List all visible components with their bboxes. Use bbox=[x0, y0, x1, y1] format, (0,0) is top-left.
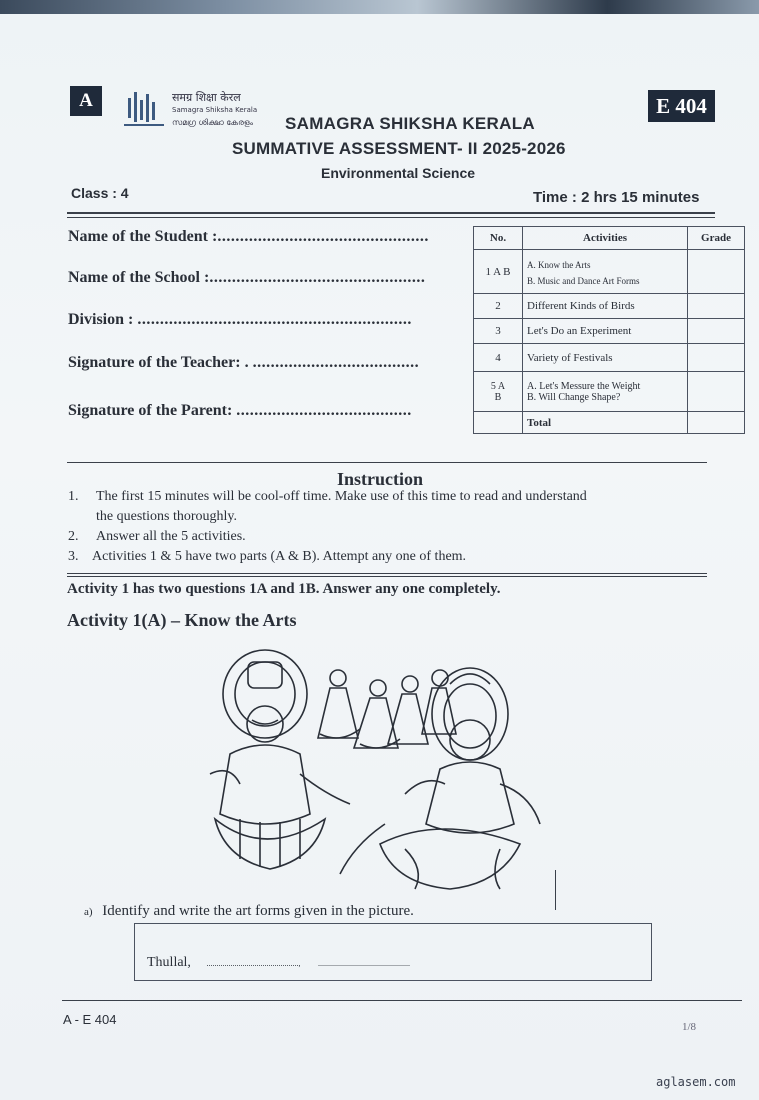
instruction-item bbox=[68, 489, 587, 505]
grade-cell[interactable] bbox=[688, 344, 745, 372]
field-label: Signature of the Parent: bbox=[68, 402, 233, 419]
activity-item: Let's Do an Experiment bbox=[523, 319, 688, 344]
activity-item: Different Kinds of Birds bbox=[523, 294, 688, 319]
instruction-text: The first 15 minutes will be cool-off time. Make use of this time to read and understand bbox=[96, 489, 587, 504]
field-blank[interactable]: ..................................... bbox=[252, 354, 420, 371]
table-row bbox=[474, 250, 745, 294]
organization-title: SAMAGRA SHIKSHA KERALA bbox=[285, 114, 535, 133]
logo-text-english: Samagra Shiksha Kerala bbox=[172, 106, 258, 114]
thullal-dancer-icon bbox=[380, 668, 540, 889]
art-forms-illustration bbox=[200, 644, 560, 894]
row-number: 2 bbox=[474, 294, 523, 319]
instruction-text: Answer all the 5 activities. bbox=[96, 529, 246, 544]
samagra-shiksha-logo bbox=[122, 88, 272, 138]
question-label: a) bbox=[84, 906, 93, 918]
activity-note: Activity 1 has two questions 1A and 1B. Answer any one completely. bbox=[67, 581, 501, 597]
row-number: 3 bbox=[474, 319, 523, 344]
total-grade-cell[interactable] bbox=[688, 412, 745, 434]
col-header-no: No. bbox=[474, 227, 523, 250]
question-1a bbox=[84, 903, 414, 920]
instruction-item-continued bbox=[96, 509, 237, 525]
activity-item: A. Let's Messure the Weight bbox=[527, 380, 641, 392]
row-number: 1 A B bbox=[474, 250, 523, 294]
activity-title: Activity 1(A) – Know the Arts bbox=[67, 610, 297, 630]
row-activities bbox=[523, 250, 688, 294]
row-number: 4 bbox=[474, 344, 523, 372]
logo-text-malayalam: സമഗ്ര ശിക്ഷാ കേരളം bbox=[172, 118, 253, 127]
parent-signature-field[interactable] bbox=[68, 402, 412, 420]
row-number: 5 A B bbox=[474, 372, 523, 412]
watermark: aglasem.com bbox=[656, 1075, 736, 1089]
field-blank[interactable]: ................................................ bbox=[209, 269, 426, 286]
instruction-number: 3. bbox=[68, 549, 79, 564]
field-blank[interactable]: ............................................................. bbox=[137, 311, 412, 328]
logo-text-native: समग्र शिक्षा केरल bbox=[172, 91, 241, 104]
page-number: 1/8 bbox=[682, 1021, 697, 1033]
answer-line bbox=[147, 955, 410, 971]
field-blank[interactable]: ............................................... bbox=[217, 228, 429, 245]
grade-cell[interactable] bbox=[688, 319, 745, 344]
grade-cell[interactable] bbox=[688, 294, 745, 319]
instruction-text: the questions thoroughly. bbox=[96, 509, 238, 524]
field-label: Division : bbox=[68, 311, 134, 328]
section-divider bbox=[67, 573, 707, 574]
student-name-field[interactable] bbox=[68, 228, 429, 246]
instruction-text: Activities 1 & 5 have two parts (A & B). Attempt any one of them. bbox=[92, 549, 467, 564]
instruction-number: 2. bbox=[68, 529, 79, 544]
activity-item: Variety of Festivals bbox=[523, 344, 688, 372]
grade-cell[interactable] bbox=[688, 250, 745, 294]
time-label: Time : 2 hrs 15 minutes bbox=[533, 189, 700, 206]
school-name-field[interactable] bbox=[68, 269, 425, 287]
instruction-number: 1. bbox=[68, 489, 79, 504]
header-divider-thin bbox=[67, 217, 715, 218]
col-header-activities: Activities bbox=[523, 227, 688, 250]
teacher-signature-field[interactable] bbox=[68, 354, 419, 372]
instruction-item bbox=[68, 549, 466, 565]
field-label: Signature of the Teacher: . bbox=[68, 354, 249, 371]
answer-box[interactable] bbox=[134, 923, 652, 981]
table-row-total bbox=[474, 412, 745, 434]
answer-prefill: Thullal, bbox=[147, 955, 191, 970]
field-blank[interactable]: ....................................... bbox=[236, 402, 412, 419]
paper-code-badge: E 404 bbox=[648, 90, 715, 122]
activity-item: A. Know the Arts bbox=[527, 259, 591, 270]
field-label: Name of the Student : bbox=[68, 228, 218, 245]
col-header-grade: Grade bbox=[688, 227, 745, 250]
answer-blank[interactable]: .............................................. bbox=[317, 959, 410, 968]
header-divider bbox=[67, 212, 715, 214]
logo-emblem-icon bbox=[122, 88, 168, 132]
row-number bbox=[474, 412, 523, 434]
activity-item: B. Music and Dance Art Forms bbox=[527, 275, 640, 286]
footer-paper-code: A - E 404 bbox=[63, 1012, 117, 1027]
instruction-item bbox=[68, 529, 246, 545]
set-letter-badge: A bbox=[70, 86, 102, 116]
field-label: Name of the School : bbox=[68, 269, 210, 286]
section-divider bbox=[67, 462, 707, 463]
footer-divider bbox=[62, 1000, 742, 1001]
subject-title: Environmental Science bbox=[321, 165, 476, 181]
table-row bbox=[474, 372, 745, 412]
table-row bbox=[474, 344, 745, 372]
activity-item: B. Will Change Shape? bbox=[527, 391, 621, 403]
division-field[interactable] bbox=[68, 311, 412, 329]
activity-grade-table bbox=[473, 226, 745, 434]
grade-cell[interactable] bbox=[688, 372, 745, 412]
scan-top-edge bbox=[0, 0, 759, 14]
total-label: Total bbox=[523, 412, 688, 434]
table-header-row bbox=[474, 227, 745, 250]
answer-blank[interactable]: .............................................., bbox=[206, 959, 301, 968]
margin-mark bbox=[555, 870, 556, 910]
question-text: Identify and write the art forms given in the picture. bbox=[102, 903, 414, 919]
class-label: Class : 4 bbox=[71, 185, 129, 201]
exam-title: SUMMATIVE ASSESSMENT- II 2025-2026 bbox=[232, 139, 566, 158]
group-dancers-icon bbox=[318, 670, 456, 748]
row-activities bbox=[523, 372, 688, 412]
table-row bbox=[474, 294, 745, 319]
table-row bbox=[474, 319, 745, 344]
instruction-title: Instruction bbox=[337, 469, 424, 489]
section-divider-thin bbox=[67, 576, 707, 577]
